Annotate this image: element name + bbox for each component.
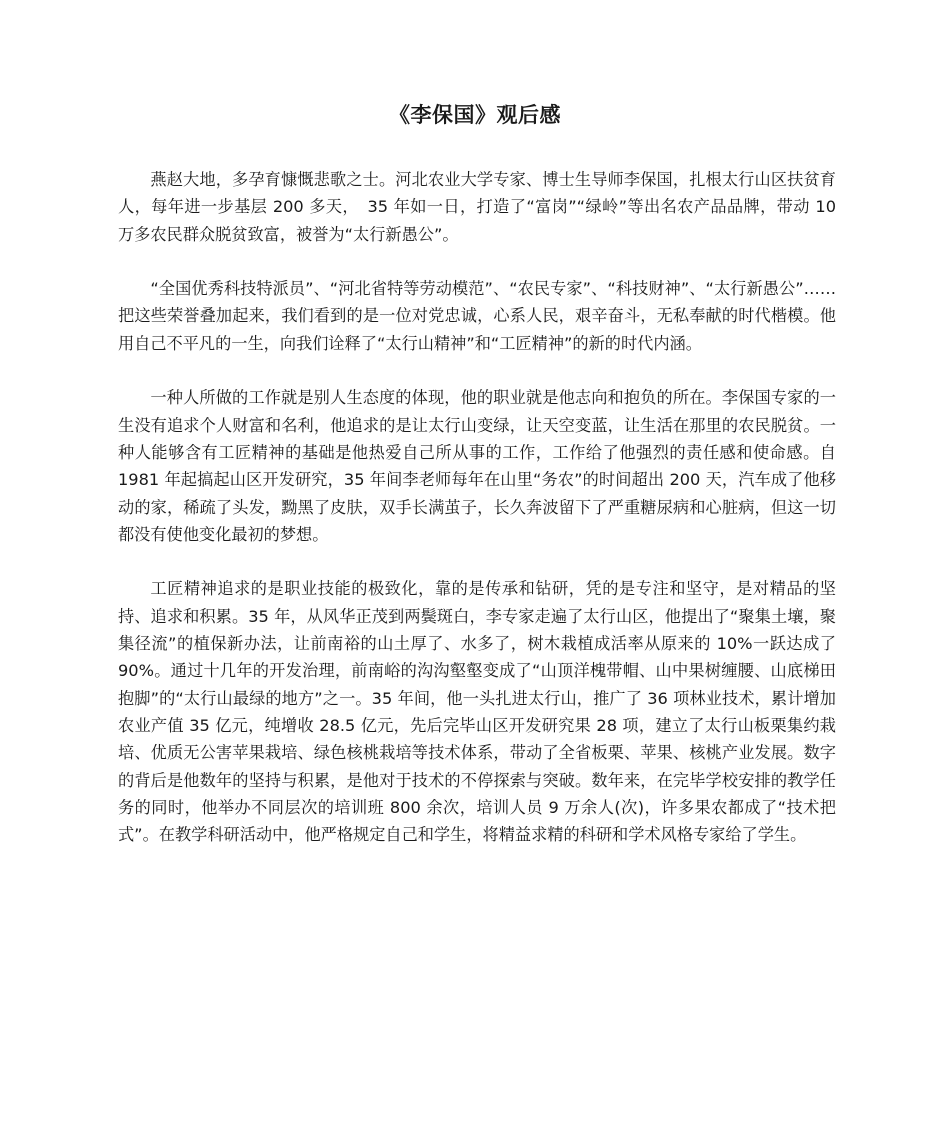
document-title: 《李保国》观后感 bbox=[389, 103, 561, 127]
paragraph-intro: 燕赵大地，多孕育慷慨悲歌之士。河北农业大学专家、博士生导师李保国，扎根太行山区扶贫育人，每年进一步基层 200 多天， 35 年如一日，打造了“富岗”“绿岭”等出名农产品品牌，带动 10 万多农民群众脱贫致富，被誉为“太行新愚公”。 bbox=[118, 170, 836, 244]
paragraph-craftsman-spirit: 工匠精神追求的是职业技能的极致化，靠的是传承和钻研，凭的是专注和坚守，是对精品的坚持、追求和积累。35 年，从风华正茂到两鬓斑白，李专家走遍了太行山区，他提出了“聚集土壤，聚集径流”的植保新办法，让前南裕的山土厚了、水多了，树木栽植成活率从原来的 10%一跃达成了 90%。通过十几年的开发治理，前南峪的沟沟壑壑变成了“山顶洋槐带帽、山中果树缠腰、山底梯田抱脚”的“太行山最绿的地方”之一。35 年间，他一头扎进太行山，推广了 36 项林业技术，累计增加农业产值 35 亿元，纯增收 28.5 亿元，先后完毕山区开发研究果 28 项，建立了太行山板栗集约栽培、优质无公害苹果栽培、绿色核桃栽培等技术体系，带动了全省板栗、苹果、核桃产业发展。数字的背后是他数年的坚持与积累，是他对于技术的不停探索与突破。数年来，在完毕学校安排的教学任务的同时，他举办不同层次的培训班 800 余次，培训人员 9 万余人(次)，许多果农都成了“技术把式”。在教学科研活动中，他严格规定自己和学生，将精益求精的科研和学术风格专家给了学生。 bbox=[118, 579, 836, 845]
document-body bbox=[118, 166, 836, 848]
paragraph-honors: “全国优秀科技特派员”、“河北省特等劳动模范”、“农民专家”、“科技财神”、“太行新愚公”……把这些荣誉叠加起来，我们看到的是一位对党忠诚，心系人民，艰辛奋斗，无私奉献的时代楷模。他用自己不平凡的一生，向我们诠释了“太行山精神”和“工匠精神”的新的时代内涵。 bbox=[118, 279, 836, 353]
paragraph-work-attitude: 一种人所做的工作就是别人生态度的体现，他的职业就是他志向和抱负的所在。李保国专家的一生没有追求个人财富和名利，他追求的是让太行山变绿，让天空变蓝，让生活在那里的农民脱贫。一种人能够含有工匠精神的基础是他热爱自己所从事的工作，工作给了他强烈的责任感和使命感。自 1981 年起搞起山区开发研究，35 年间李老师每年在山里“务农”的时间超出 200 天，汽车成了他移动的家，稀疏了头发，黝黑了皮肤，双手长满茧子，长久奔波留下了严重糖尿病和心脏病，但这一切都没有使他变化最初的梦想。 bbox=[118, 388, 836, 544]
